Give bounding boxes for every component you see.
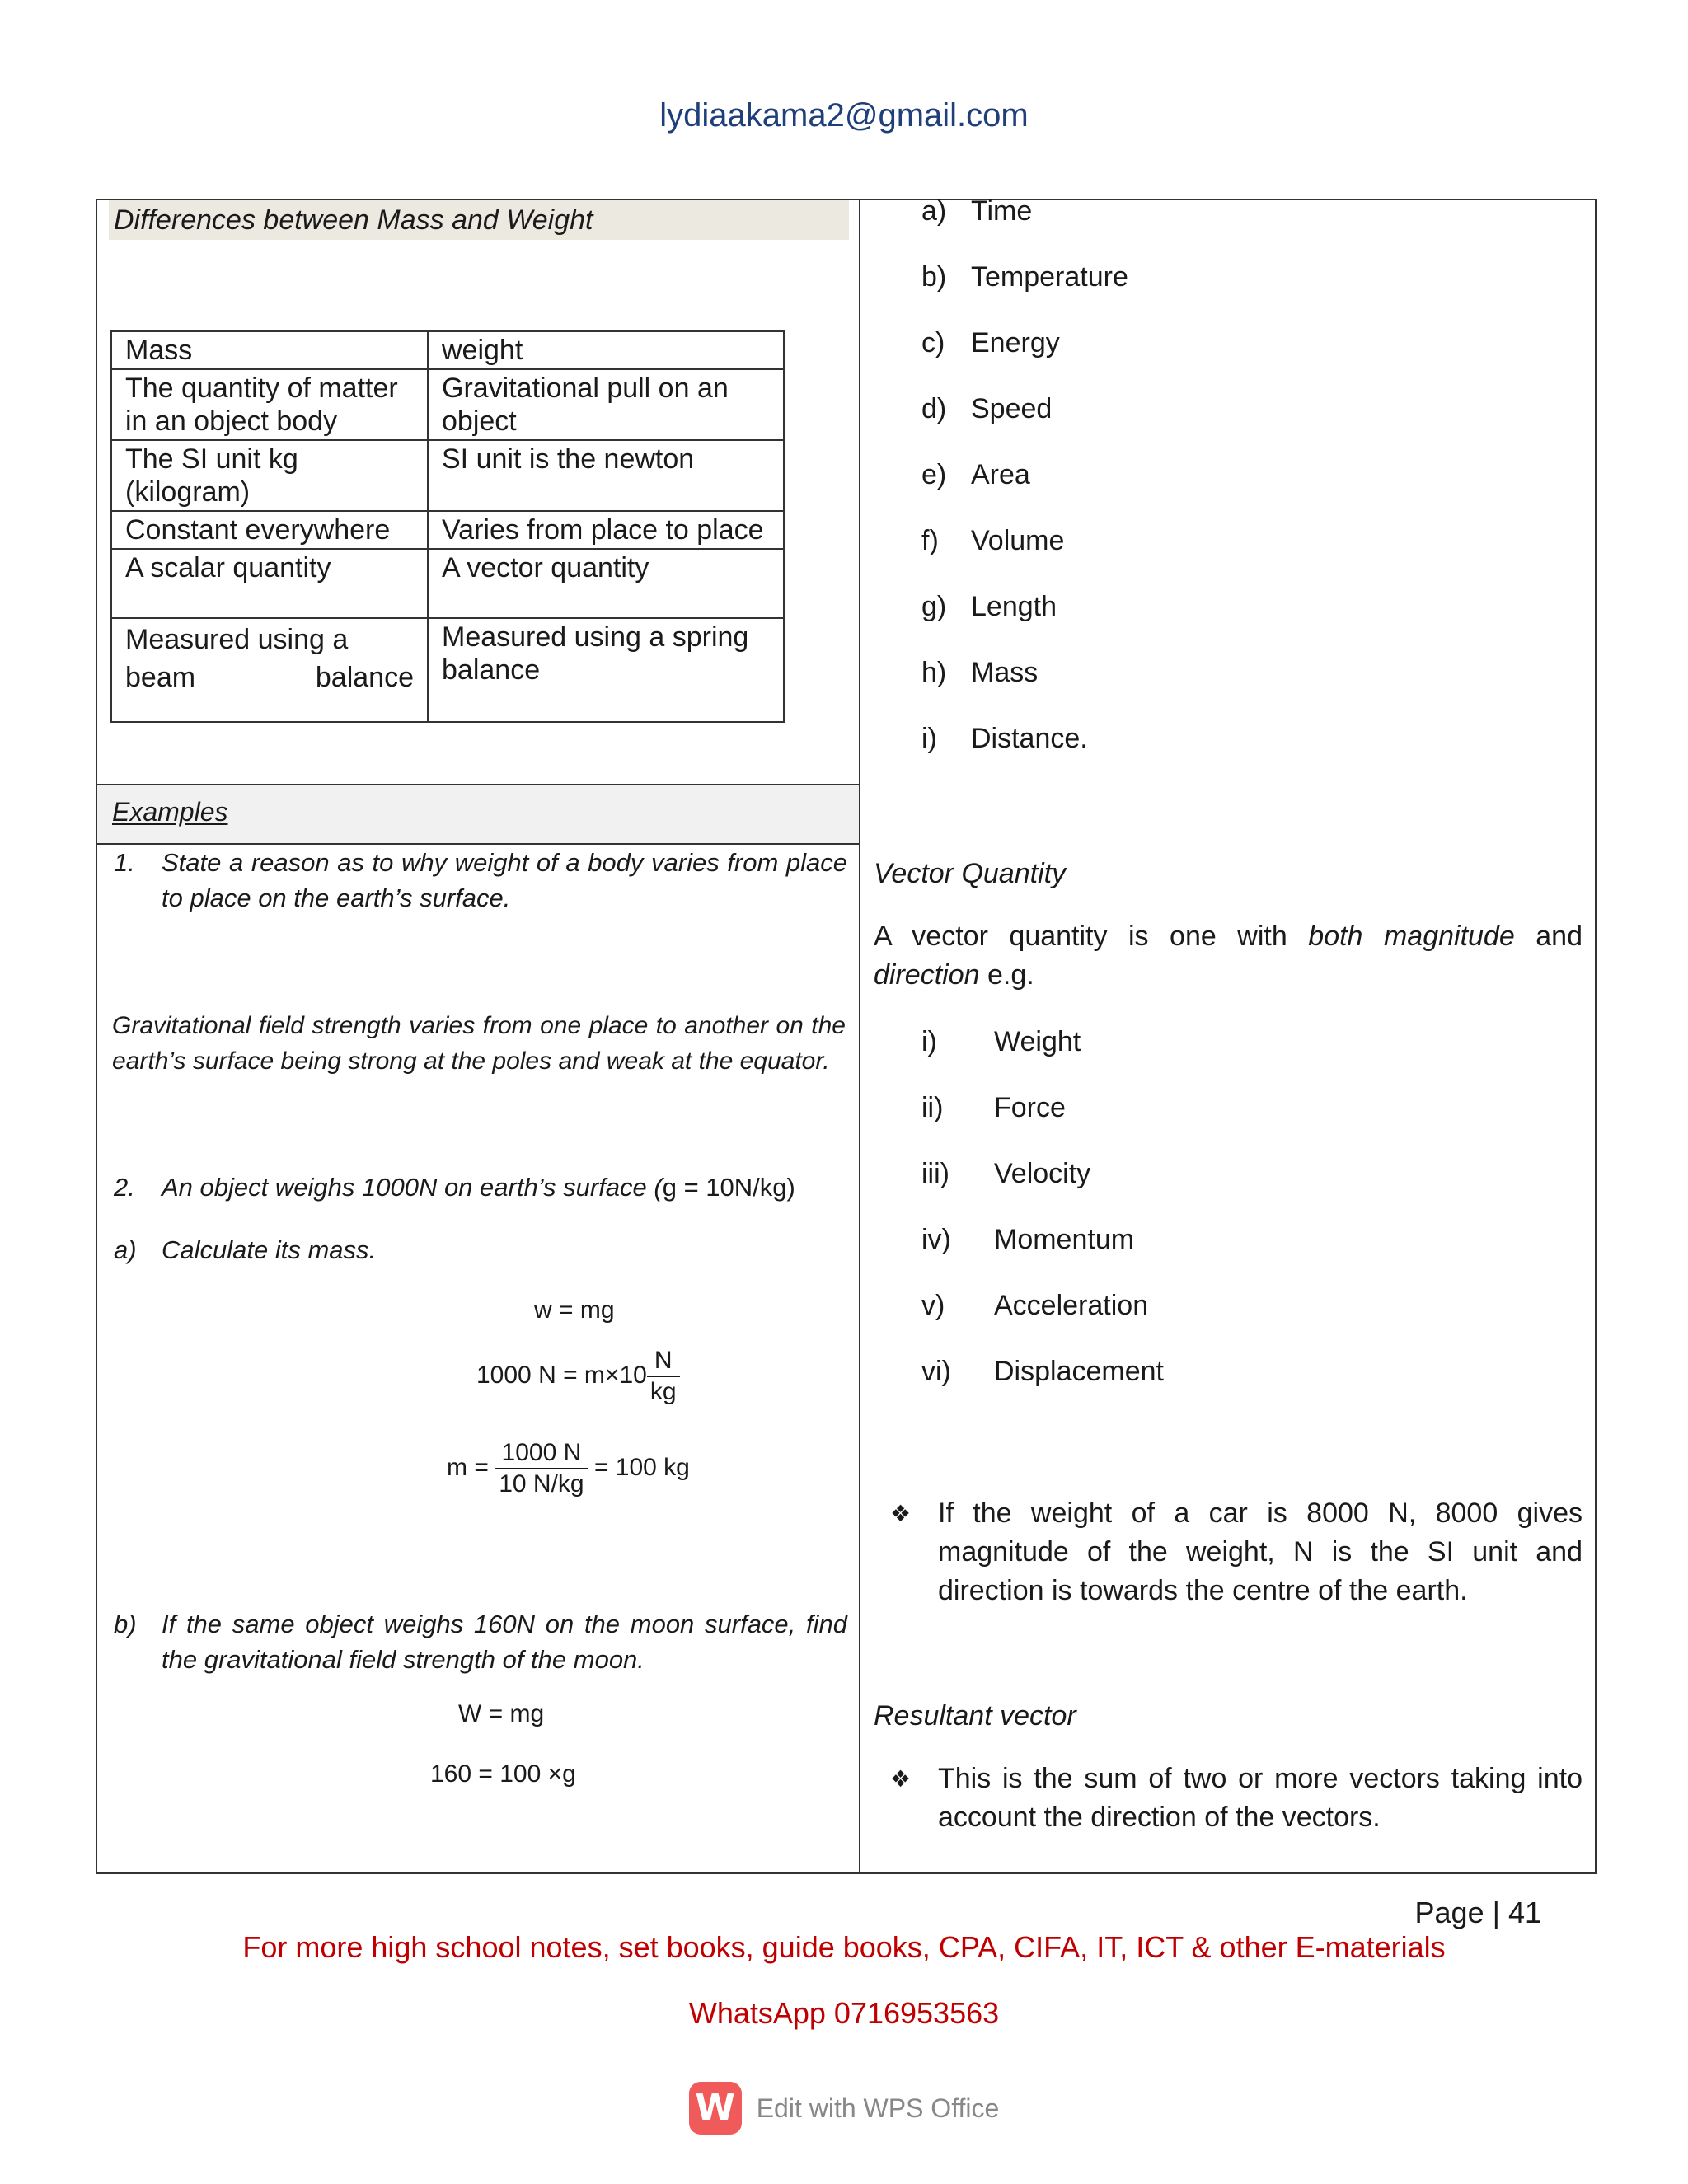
list-text: Displacement (994, 1356, 1164, 1387)
question-2b (97, 1606, 859, 1689)
car-weight-bullet (890, 1494, 1582, 1618)
definition-emphasis: both magnitude (1308, 921, 1515, 952)
definition-text: e.g. (979, 959, 1034, 991)
mass-weight-table (110, 330, 785, 723)
equation-W-mg: W = mg (458, 1700, 545, 1727)
table-cell: A scalar quantity (111, 549, 428, 618)
fraction-n-kg (647, 1346, 680, 1407)
right-column (860, 195, 1595, 1872)
list-label: v) (921, 1290, 945, 1321)
list-label: d) (921, 393, 947, 424)
table-cell: The quantity of matter in an object body (111, 369, 428, 440)
table-row (111, 511, 784, 549)
list-label: h) (921, 657, 947, 688)
list-label: ii) (921, 1092, 944, 1123)
list-label: a) (921, 195, 947, 227)
table-row (111, 618, 784, 722)
resultant-vector-heading: Resultant vector (874, 1700, 1076, 1732)
question-1 (97, 845, 859, 927)
table-header-row (111, 331, 784, 369)
table-cell: SI unit is the newton (428, 440, 784, 511)
fraction-numerator: N (647, 1346, 680, 1377)
fraction-numerator: 1000 N (495, 1438, 587, 1469)
wps-badge-inner[interactable] (689, 2082, 1000, 2135)
equation-1000n (476, 1346, 680, 1407)
question-number: 2. (114, 1173, 135, 1202)
list-text: Area (971, 459, 1030, 490)
header-email: lydiaakama2@gmail.com (659, 97, 1029, 134)
diamond-bullet-icon: ❖ (890, 1501, 912, 1526)
list-text: Speed (971, 393, 1053, 424)
question-text: Calculate its mass. (162, 1235, 377, 1264)
list-label: vi) (921, 1356, 951, 1387)
wps-edit-link[interactable]: Edit with WPS Office (756, 2093, 1000, 2123)
list-text: Length (971, 591, 1057, 622)
list-label: b) (921, 261, 947, 293)
definition-text: and (1514, 921, 1582, 952)
list-text: Volume (971, 525, 1065, 556)
wps-logo-icon: W (689, 2082, 742, 2135)
bullet-text: If the weight of a car is 8000 N, 8000 gives magnitude of the weight, N is the SI unit and direction is towards the centre of the earth. (938, 1497, 1582, 1606)
table-cell: Gravitational pull on an object (428, 369, 784, 440)
question-text: State a reason as to why weight of a body varies from place to place on the earth’s surface. (162, 848, 847, 912)
table-header-weight: weight (428, 331, 784, 369)
equation-left: m = (447, 1453, 489, 1481)
resultant-bullet (890, 1760, 1582, 1842)
table-row (111, 440, 784, 511)
list-label: i) (921, 1026, 937, 1057)
question-text (162, 1169, 847, 1205)
list-text: Weight (994, 1026, 1081, 1057)
table-cell: Measured using a beam balance (111, 618, 428, 722)
list-label: iv) (921, 1224, 951, 1255)
list-label: f) (921, 525, 939, 556)
answer-1: Gravitational field strength varies from one place to another on the earth’s surface being strong at the poles and weak at the equator. (112, 1012, 846, 1075)
list-text: Acceleration (994, 1290, 1149, 1321)
list-text: Force (994, 1092, 1066, 1123)
diamond-bullet-icon: ❖ (890, 1766, 912, 1792)
list-text: Momentum (994, 1224, 1135, 1255)
equation-w-mg: w = mg (534, 1296, 615, 1324)
table-cell: Measured using a spring balance (428, 618, 784, 722)
question-2 (97, 1169, 859, 1211)
whatsapp-text: WhatsApp 0716953563 (688, 1996, 1000, 2030)
equation-left: 1000 N = m×10 (476, 1361, 647, 1389)
question-2a (97, 1232, 859, 1273)
table-cell: Varies from place to place (428, 511, 784, 549)
fraction-denominator: 10 N/kg (499, 1470, 584, 1497)
question-number: b) (114, 1610, 137, 1638)
list-text: Temperature (971, 261, 1128, 293)
list-text: Distance. (971, 723, 1088, 754)
page-number: Page | 41 (1414, 1896, 1541, 1929)
fraction-denominator: kg (649, 1378, 677, 1405)
table-header-mass: Mass (111, 331, 428, 369)
equation-160: 160 = 100 ×g (430, 1760, 576, 1788)
definition-emphasis: direction (874, 959, 980, 991)
equation-right: = 100 kg (593, 1453, 690, 1481)
question-text-italic: An object weighs 1000N on earth’s surface ( (162, 1173, 663, 1202)
left-column (97, 200, 859, 1872)
section-title: Differences between Mass and Weight (109, 200, 849, 240)
list-text: Velocity (994, 1158, 1091, 1189)
examples-label: Examples (112, 797, 228, 827)
wps-badge[interactable] (0, 2082, 1688, 2135)
table-cell: A vector quantity (428, 549, 784, 618)
question-number: 1. (114, 848, 135, 877)
list-label: iii) (921, 1158, 950, 1189)
list-label: c) (921, 327, 945, 359)
table-row (111, 549, 784, 618)
list-label: i) (921, 723, 937, 754)
vector-quantity-heading: Vector Quantity (874, 858, 1067, 889)
equation-mass-result (447, 1438, 690, 1499)
table-cell: Constant everywhere (111, 511, 428, 549)
fraction-1000n-10nkg (495, 1438, 587, 1499)
table-row (111, 369, 784, 440)
table-cell (111, 440, 428, 511)
definition-text: A vector quantity is one with (874, 921, 1309, 952)
si-unit-mass-text: The SI unit kg (kilogram) (125, 443, 298, 508)
list-text: Energy (971, 327, 1060, 359)
list-text: Mass (971, 657, 1039, 688)
examples-band (97, 784, 859, 845)
question-number: a) (114, 1235, 137, 1264)
list-label: e) (921, 459, 947, 490)
list-label: g) (921, 591, 947, 622)
question-text-upright: g = 10N/kg) (662, 1173, 795, 1202)
bullet-text: This is the sum of two or more vectors taking into account the direction of the vectors. (938, 1763, 1582, 1833)
question-text: If the same object weighs 160N on the moon surface, find the gravitational field strength of the moon. (162, 1610, 847, 1674)
vector-definition (874, 917, 1582, 995)
promo-text: For more high school notes, set books, guide books, CPA, CIFA, IT, ICT & other E-materials (242, 1930, 1446, 1964)
list-text: Time (971, 195, 1033, 227)
